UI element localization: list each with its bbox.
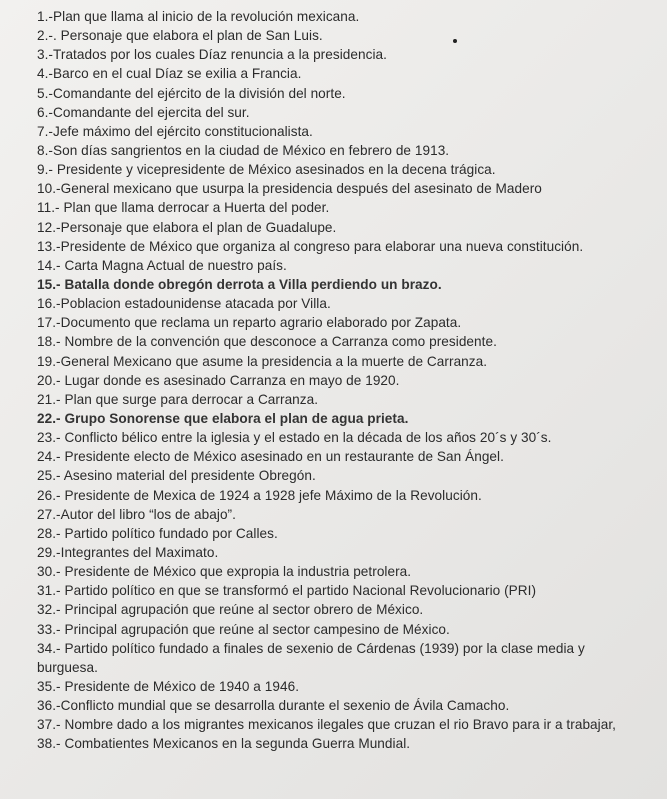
question-24: 24.- Presidente electo de México asesinado en un restaurante de San Ángel. (37, 449, 504, 465)
question-34-continued: burguesa. (37, 659, 98, 675)
question-5: 5.-Comandante del ejército de la división del norte. (37, 85, 346, 101)
question-29: 29.-Integrantes del Maximato. (37, 544, 219, 560)
question-16: 16.-Poblacion estadounidense atacada por Villa. (37, 296, 331, 312)
question-33: 33.- Principal agrupación que reúne al sector campesino de México. (37, 621, 450, 637)
question-15: 15.- Batalla donde obregón derrota a Villa perdiendo un brazo. (37, 276, 442, 292)
question-2: 2.-. Personaje que elabora el plan de San Luis. (37, 28, 323, 44)
question-30: 30.- Presidente de México que expropia la industria petrolera. (37, 564, 412, 580)
question-34: 34.- Partido político fundado a finales de sexenio de Cárdenas (1939) por la clase media y (37, 640, 585, 656)
question-25: 25.- Asesino material del presidente Obregón. (37, 468, 316, 484)
question-6: 6.-Comandante del ejercita del sur. (37, 104, 250, 120)
ink-dot (453, 39, 457, 43)
question-32: 32.- Principal agrupación que reúne al sector obrero de México. (37, 602, 424, 618)
question-8: 8.-Son días sangrientos en la ciudad de México en febrero de 1913. (37, 142, 450, 158)
question-22: 22.- Grupo Sonorense que elabora el plan de agua prieta. (37, 410, 409, 426)
question-31: 31.- Partido político en que se transformó el partido Nacional Revolucionario (PRI) (37, 583, 537, 599)
question-23: 23.- Conflicto bélico entre la iglesia y el estado en la década de los años 20´s y 30´s. (37, 430, 552, 446)
question-1: 1.-Plan que llama al inicio de la revolución mexicana. (37, 9, 360, 24)
question-18: 18.- Nombre de la convención que desconoce a Carranza como presidente. (37, 334, 497, 350)
question-27: 27.-Autor del libro “los de abajo”. (37, 506, 236, 522)
question-36: 36.-Conflicto mundial que se desarrolla durante el sexenio de Ávila Camacho. (37, 698, 510, 714)
question-20: 20.- Lugar donde es asesinado Carranza en mayo de 1920. (37, 372, 400, 388)
question-13: 13.-Presidente de México que organiza al congreso para elaborar una nueva constitución. (37, 238, 584, 254)
question-19: 19.-General Mexicano que asume la presidencia a la muerte de Carranza. (37, 353, 488, 369)
question-37: 37.- Nombre dado a los migrantes mexicanos ilegales que cruzan el rio Bravo para ir a trabajar, (37, 717, 616, 733)
question-4: 4.-Barco en el cual Díaz se exilia a Francia. (37, 66, 302, 82)
question-28: 28.- Partido político fundado por Calles. (37, 525, 278, 541)
question-9: 9.- Presidente y vicepresidente de México asesinados en la decena trágica. (37, 162, 496, 178)
question-21: 21.- Plan que surge para derrocar a Carranza. (37, 391, 319, 407)
question-3: 3.-Tratados por los cuales Díaz renuncia a la presidencia. (37, 47, 387, 63)
question-7: 7.-Jefe máximo del ejército constitucionalista. (37, 123, 313, 139)
question-17: 17.-Documento que reclama un reparto agrario elaborado por Zapata. (37, 315, 462, 331)
question-10: 10.-General mexicano que usurpa la presidencia después del asesinato de Madero (37, 181, 542, 197)
question-35: 35.- Presidente de México de 1940 a 1946. (37, 678, 300, 694)
question-12: 12.-Personaje que elabora el plan de Guadalupe. (37, 219, 337, 235)
question-14: 14.- Carta Magna Actual de nuestro país. (37, 257, 287, 273)
question-38: 38.- Combatientes Mexicanos en la segunda Guerra Mundial. (37, 736, 411, 752)
question-11: 11.- Plan que llama derrocar a Huerta del poder. (37, 200, 330, 216)
question-list (37, 7, 657, 753)
question-26: 26.- Presidente de Mexica de 1924 a 1928 jefe Máximo de la Revolución. (37, 487, 482, 503)
